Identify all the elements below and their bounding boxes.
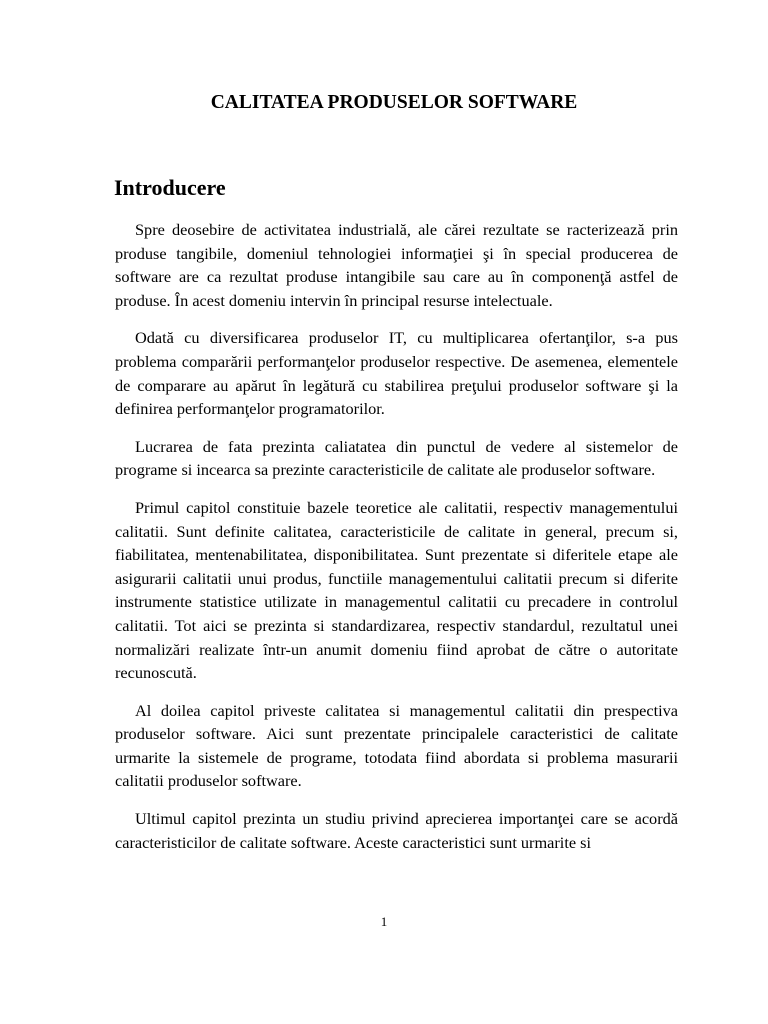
paragraph: Ultimul capitol prezinta un studiu privind aprecierea importanţei care se acordă caracteristicilor de calitate software. Aceste caracteristici sunt urmarite si: [115, 809, 678, 852]
document-body: [115, 218, 678, 868]
section-heading: Introducere: [114, 175, 226, 200]
paragraph: Lucrarea de fata prezinta caliatatea din punctul de vedere al sistemelor de programe si incearca sa prezinte caracteristicile de calitate ale produselor software.: [115, 436, 678, 480]
paragraph: Primul capitol constituie bazele teoretice ale calitatii, respectiv managementului calitatii. Sunt definite calitatea, caracteristicile de calitate in general, precum si, fiabilitatea, mentenabilitatea, disponibilitatea. Sunt prezentate si diferitele etape ale asigurarii calitatii unui produs, functiile managementului calitatii precum si diferite instrumente statistice utilizate in managementul calitatii cu precadere in controlul calitatii. Tot aici se prezinta si standardizarea, respectiv standardul, rezultatul unei normalizări realizate într-un anumit domeniu fiind aprobat de către o autoritate recunoscută.: [115, 497, 678, 683]
paragraph: Al doilea capitol priveste calitatea si managementul calitatii din prespectiva produselor software. Aici sunt prezentate principalele caracteristici de calitate urmarite la sistemele de programe, totodata fiind abordata si problema masurarii calitatii produselor software.: [115, 700, 678, 791]
paragraph: Odată cu diversificarea produselor IT, cu multiplicarea ofertanţilor, s-a pus problema comparării performanţelor produselor respective. De asemenea, elementele de comparare au apărut în legătură cu stabilirea preţului produselor software şi la definirea performanţelor programatorilor.: [115, 328, 678, 419]
document-title: CALITATEA PRODUSELOR SOFTWARE: [210, 92, 578, 113]
page-number: 1: [380, 914, 388, 929]
paragraph: Spre deosebire de activitatea industrială, ale cărei rezultate se racterizează prin produse tangibile, domeniul tehnologiei informaţiei şi în special producerea de software are ca rezultat produse intangibile sau care au în componenţă astfel de produse. În acest domeniu intervin în principal resurse intelectuale.: [115, 220, 678, 310]
